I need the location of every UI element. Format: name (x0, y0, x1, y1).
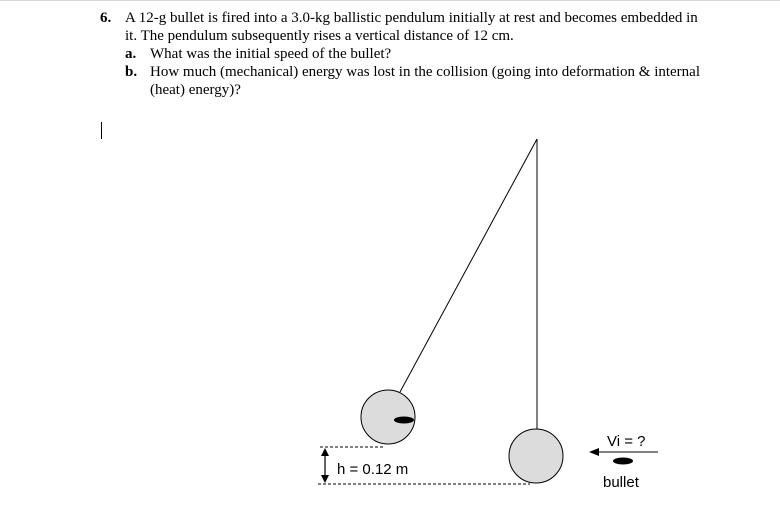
incoming-bullet (613, 458, 633, 465)
velocity-arrow-head (589, 448, 599, 456)
height-arrow-up-head (321, 448, 329, 456)
part-a-label: a. (125, 46, 137, 62)
height-arrow-down-head (321, 475, 329, 483)
part-a-text: What was the initial speed of the bullet? (150, 46, 392, 62)
part-b-label: b. (125, 64, 138, 80)
velocity-label: Vi = ? (607, 433, 646, 450)
pendulum-string-raised (400, 139, 537, 392)
bullet-label: bullet (603, 474, 639, 491)
problem-number: 6. (100, 10, 112, 26)
ballistic-pendulum-diagram (0, 1, 780, 519)
height-label: h = 0.12 m (337, 461, 409, 478)
part-b-text: How much (mechanical) energy was lost in the collision (going into deformation & internal (heat) energy)? (150, 64, 701, 98)
embedded-bullet (394, 417, 414, 424)
pendulum-bob-rest (509, 429, 563, 483)
problem-stem: A 12-g bullet is fired into a 3.0-kg ballistic pendulum initially at rest and becomes embedded in it. The pendulum subsequently rises a vertical distance of 12 cm. (125, 10, 698, 44)
